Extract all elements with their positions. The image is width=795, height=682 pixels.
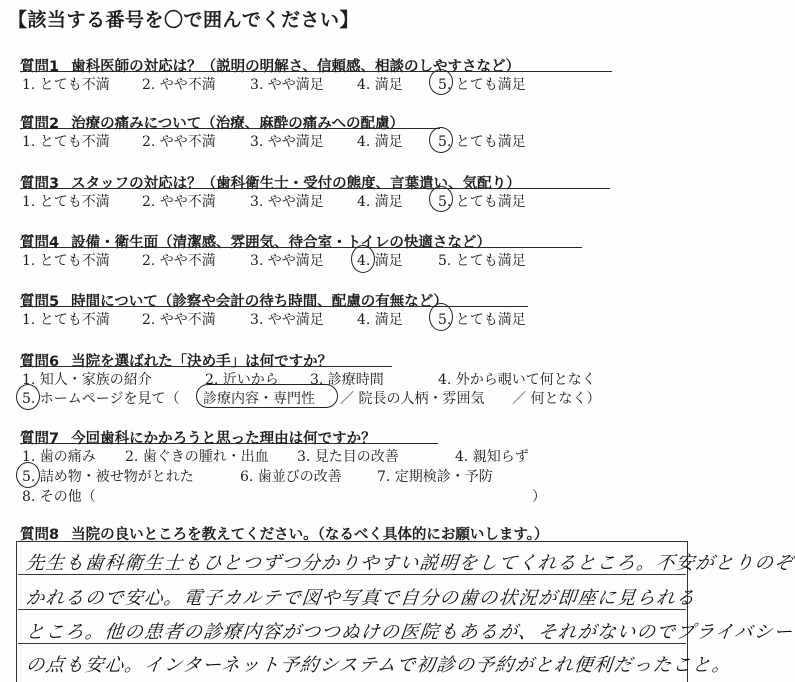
option-3[interactable]: 3. やや満足 <box>250 134 324 150</box>
handwritten-line-4: の点も安心。インターネット予約システムで初診の予約がとれ便利だったこと。 <box>24 655 733 676</box>
option-7[interactable]: 7. 定期検診・予防 <box>377 469 493 485</box>
question-number: 質問5 <box>20 294 60 310</box>
option-1[interactable]: 1. とても不満 <box>22 194 110 210</box>
option-2[interactable]: 2. やや不満 <box>142 253 216 269</box>
option-2[interactable]: 2. やや不満 <box>142 194 216 210</box>
question-text: 歯科医師の対応は？（説明の明解さ、信頼感、相談のしやすさなど） <box>71 59 521 75</box>
handwritten-line-3: ところ。他の患者の診療内容がつつぬけの医院もあるが、それがないのでプライバシー <box>24 622 795 643</box>
option-3[interactable]: 3. 診療時間 <box>310 372 384 388</box>
question-text: 時間について（診察や会計の待ち時間、配慮の有無など） <box>71 294 448 310</box>
option-1[interactable]: 1. とても不満 <box>22 77 110 93</box>
question-title <box>20 350 332 371</box>
option-2[interactable]: 2. やや不満 <box>142 134 216 150</box>
question-title <box>20 427 376 448</box>
option-3[interactable]: 3. やや満足 <box>250 253 324 269</box>
question-title <box>20 112 404 133</box>
selected-circle <box>351 245 375 273</box>
sub-option-somehow[interactable]: ／ 何となく） <box>512 391 601 407</box>
option-3[interactable]: 3. やや満足 <box>250 194 324 210</box>
option-8[interactable]: 8. その他（ <box>22 489 96 505</box>
option-6[interactable]: 6. 歯並びの改善 <box>240 469 342 485</box>
option-3[interactable]: 3. 見た目の改善 <box>297 449 399 465</box>
selected-circle <box>429 186 453 212</box>
question-number: 質問7 <box>20 431 60 447</box>
option-4[interactable]: 4. 満足 <box>357 253 403 269</box>
question-number: 質問1 <box>20 59 60 75</box>
option-4[interactable]: 4. 親知らず <box>455 449 529 465</box>
question-text: 設備・衛生面（清潔感、雰囲気、待合室・トイレの快適さなど） <box>71 235 491 251</box>
option-8-close: ） <box>532 489 546 505</box>
question-title <box>20 290 448 311</box>
option-1[interactable]: 1. 知人・家族の紹介 <box>22 372 152 388</box>
question-number: 質問3 <box>20 176 60 192</box>
option-3[interactable]: 3. やや満足 <box>250 312 324 328</box>
question-text: スタッフの対応は？（歯科衛生士・受付の態度、言葉遣い、気配り） <box>71 176 521 192</box>
selected-circle <box>16 462 40 488</box>
option-2[interactable]: 2. 歯ぐきの腫れ・出血 <box>125 449 269 465</box>
sub-option-specialty[interactable]: 診療内容・専門性 <box>203 391 315 407</box>
question-number: 質問4 <box>20 235 60 251</box>
option-1[interactable]: 1. とても不満 <box>22 253 110 269</box>
option-4[interactable]: 4. 満足 <box>357 312 403 328</box>
question-text: 今回歯科にかかろうと思った理由は何ですか？ <box>71 431 376 447</box>
instruction-header: 【該当する番号を〇で囲んでください】 <box>8 9 360 31</box>
option-5[interactable]: 5. とても満足 <box>438 134 526 150</box>
selected-circle <box>429 303 453 331</box>
option-1[interactable]: 1. 歯の痛み <box>22 449 96 465</box>
handwritten-line-2: かれるので安心。電子カルテで図や写真で自分の歯の状況が即座に見られる <box>24 588 697 609</box>
option-5[interactable]: 5. とても満足 <box>438 194 526 210</box>
option-5[interactable]: 5. ホームページを見て（ <box>22 391 180 407</box>
question-text: 治療の痛みについて（治療、麻酔の痛みへの配慮） <box>71 116 405 132</box>
option-4[interactable]: 4. 外から覗いて何となく <box>438 372 596 388</box>
option-2[interactable]: 2. 近いから <box>205 372 279 388</box>
question-text: 当院を選ばれた「決め手」は何ですか？ <box>71 354 333 370</box>
option-5[interactable]: 5. とても満足 <box>438 77 526 93</box>
option-1[interactable]: 1. とても不満 <box>22 312 110 328</box>
option-2[interactable]: 2. やや不満 <box>142 312 216 328</box>
selected-oval <box>196 384 338 408</box>
option-4[interactable]: 4. 満足 <box>357 134 403 150</box>
option-2[interactable]: 2. やや不満 <box>142 77 216 93</box>
sub-option-personality[interactable]: ／ 院長の人柄・雰囲気 <box>340 391 485 407</box>
option-3[interactable]: 3. やや満足 <box>250 77 324 93</box>
selected-circle <box>16 384 40 410</box>
option-1[interactable]: 1. とても不満 <box>22 134 110 150</box>
option-5[interactable]: 5. とても満足 <box>438 312 526 328</box>
question-number: 質問8 <box>20 527 60 543</box>
question-text: 当院の良いところを教えてください。（なるべく具体的にお願いします。） <box>71 527 549 543</box>
question-title <box>20 231 491 252</box>
selected-circle <box>429 127 453 153</box>
option-4[interactable]: 4. 満足 <box>357 77 403 93</box>
option-5[interactable]: 5. とても満足 <box>438 253 526 269</box>
question-number: 質問2 <box>20 116 60 132</box>
option-4[interactable]: 4. 満足 <box>357 194 403 210</box>
selected-circle <box>429 69 453 95</box>
option-5[interactable]: 5. 詰め物・被せ物がとれた <box>22 469 194 485</box>
question-number: 質問6 <box>20 354 60 370</box>
handwritten-line-1: 先生も歯科衛生士もひとつずつ分かりやすい説明をしてくれるところ。不安がとりのぞ <box>24 553 795 574</box>
